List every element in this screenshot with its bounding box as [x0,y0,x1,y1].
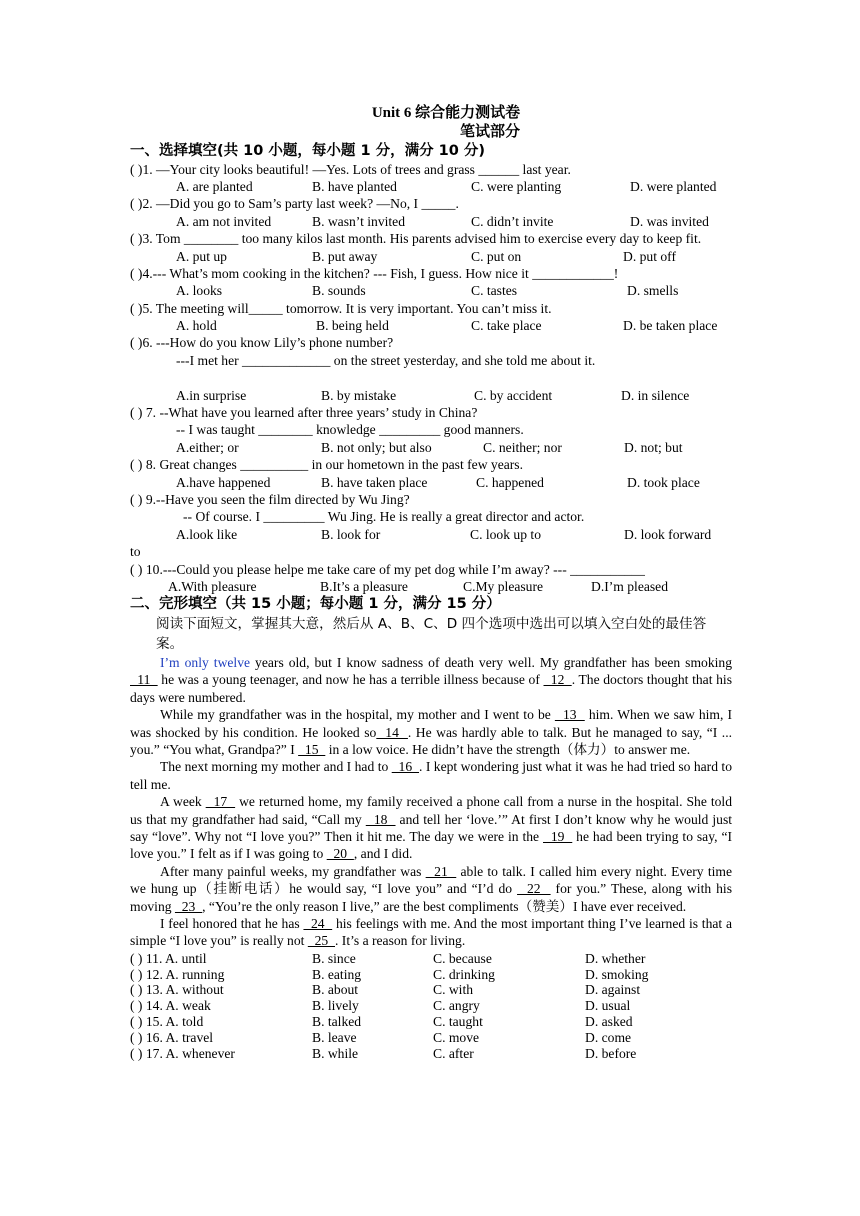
cloze-option-row: ( ) 15. A. told B. talked C. taught D. asked [130,1014,633,1030]
options-4: A. looks B. sounds C. tastes D. smells [176,283,679,299]
question-2: ( )2. —Did you go to Sam’s party last week? —No, I _____. [130,196,459,212]
cloze-option-row: ( ) 13. A. without B. about C. with D. against [130,982,641,998]
question-6-line2: ---I met her _____________ on the street yesterday, and she told me about it. [176,352,596,368]
question-5: ( )5. The meeting will_____ tomorrow. It is very important. You can’t miss it. [130,300,552,316]
question-9-line2: -- Of course. I _________ Wu Jing. He is really a great director and actor. [183,509,585,525]
section-heading-1: 一、选择填空(共 10 小题，每小题 1 分，满分 10 分) [130,143,485,159]
question-10: ( ) 10.---Could you please helpe me take care of my pet dog while I’m away? --- ___________ [130,561,645,577]
blank-16: 16 [391,759,420,775]
passage-paragraph-1: I’m only twelve years old, but I know sadness of death very well. My grandfather has been smoking 11 he was a young teenager, and now he has a terrible illness because of 12 . The doctors thought that his days were numbered. [130,654,733,705]
options-10: A.With pleasure B.It’s a pleasure C.My pleasure D.I’m pleased [168,579,669,595]
cloze-option-row: ( ) 14. A. weak B. lively C. angry D. usual [130,998,631,1014]
options-9: A.look like B. look for C. look up to D. look forward [176,526,712,542]
blank-11: 11 [130,672,158,688]
cloze-options [130,950,732,1061]
cloze-option-row: ( ) 16. A. travel B. leave C. move D. come [130,1029,632,1045]
section-2-instructions: 阅读下面短文，掌握其大意，然后从 A、B、C、D 四个选项中选出可以填入空白处的最佳答案。 [156,615,707,652]
cloze-option-row: ( ) 11. A. until B. since C. because D. whether [130,950,646,966]
passage-paragraph-5: After many painful weeks, my grandfather was 21 able to talk. I called him every night. Every time we hung up（挂断电话）he would say, “I love you” and “I’d do 22 for you.” These, along with his moving 23 , “You’re the only reason I live,” are the best compliments（赞美）I have ever received. [130,863,733,914]
passage-paragraph-3: The next morning my mother and I had to 16 . I kept wondering just what it was he had tried so hard to tell me. [130,759,733,792]
blank-19: 19 [543,829,573,845]
question-7-line2: -- I was taught ________ knowledge _________ good manners. [176,422,524,438]
blank-line [130,369,732,386]
blank-21: 21 [425,863,457,879]
options-2: A. am not invited B. wasn’t invited C. didn’t invite D. was invited [176,213,709,229]
question-9: ( ) 9.--Have you seen the film directed by Wu Jing? [130,492,410,508]
section-heading-2: 二、完形填空（共 15 小题；每小题 1 分，满分 15 分） [130,596,501,613]
blank-25: 25 [307,933,335,949]
question-1: ( )1. —Your city looks beautiful! —Yes. Lots of trees and grass ______ last year. [130,161,571,177]
options-8: A.have happened B. have taken place C. happened D. took place [176,474,700,490]
options-6: A.in surprise B. by mistake C. by accident D. in silence [176,387,690,403]
blank-18: 18 [365,811,396,827]
blank-15: 15 [298,742,326,758]
blank-12: 12 [543,672,572,688]
blank-14: 14 [376,724,408,740]
question-3: ( )3. Tom ________ too many kilos last month. His parents advised him to exercise every day to keep fit. [130,231,702,247]
blank-17: 17 [205,794,236,810]
blank-24: 24 [303,916,333,932]
page-title: Unit 6 综合能力测试卷 [371,105,521,121]
options-1: A. are planted B. have planted C. were planting D. were planted [176,178,717,194]
question-4: ( )4.--- What’s mom cooking in the kitchen? --- Fish, I guess. How nice it ____________! [130,265,619,281]
options-7: A.either; or B. not only; but also C. neither; nor D. not; but [176,439,683,455]
blank-22: 22 [517,881,551,897]
passage-paragraph-6: I feel honored that he has 24 his feelings with me. And the most important thing I’ve learned is that a simple “I love you” is really not 25 . It’s a reason for living. [130,916,733,949]
passage-paragraph-2: While my grandfather was in the hospital, my mother and I went to be 13 him. When we saw him, I was shocked by his condition. He looked so 14 . He was hardly able to talk. But he managed to say, “I ... you.” “You what, Grandpa?” I 15 in a low voice. He didn’t have the strength（体力）to answer me. [130,707,733,758]
options-5: A. hold B. being held C. take place D. be taken place [176,318,718,334]
options-3: A. put up B. put away C. put on D. put off [176,248,676,264]
cloze-option-row: ( ) 12. A. running B. eating C. drinking D. smoking [130,966,649,982]
exam-page [130,104,732,1060]
page-subtitle: 笔试部分 [460,124,521,140]
options-9-wrap: to [130,544,141,560]
question-7: ( ) 7. --What have you learned after three years’ study in China? [130,405,478,421]
blank-13: 13 [554,707,585,723]
question-8: ( ) 8. Great changes __________ in our hometown in the past few years. [130,457,523,473]
question-6: ( )6. ---How do you know Lily’s phone number? [130,335,394,351]
blank-23: 23 [174,898,203,914]
blank-20: 20 [326,846,354,862]
passage-paragraph-4: A week 17 we returned home, my family received a phone call from a nurse in the hospital. She told us that my grandfather had said, “Call my 18 and tell her ‘love.’” At first I don’t know why he would just say “love”. Why not “I love you?” Then it hit me. The day we were in the 19 he had been trying to say, “I love you.” I felt as if I was going to 20 , and I did. [130,794,733,862]
cloze-option-row: ( ) 17. A. whenever B. while C. after D. before [130,1045,637,1061]
